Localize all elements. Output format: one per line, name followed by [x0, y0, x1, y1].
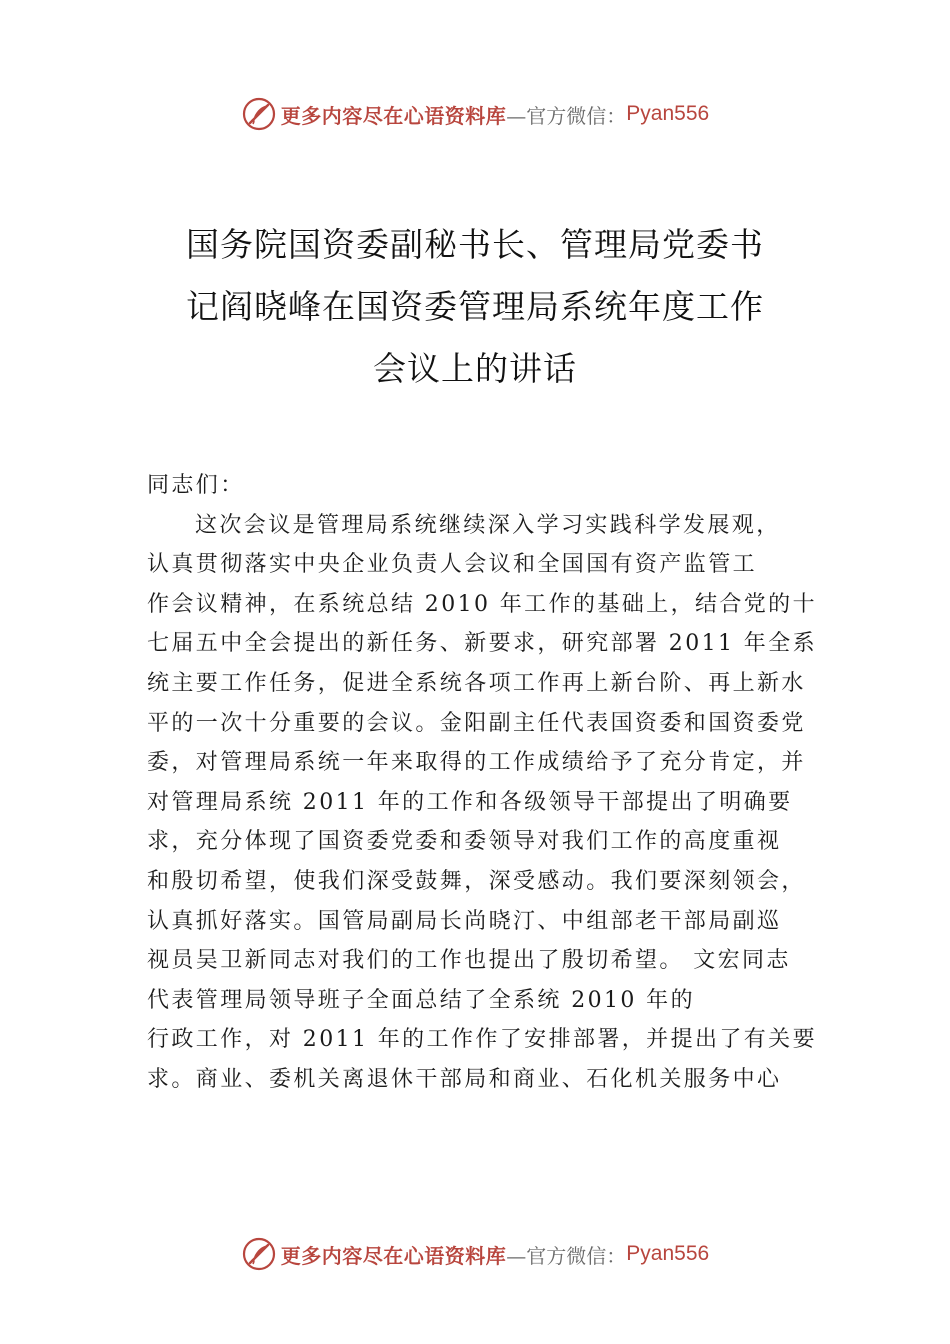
document-body [147, 466, 827, 1100]
body-line: 认真贯彻落实中央企业负责人会议和全国国有资产监管工 [147, 552, 758, 578]
body-line: 统主要工作任务，促进全系统各项工作再上新台阶、再上新水 [147, 670, 806, 696]
title-line: 记阎晓峰在国资委管理局系统年度工作 [186, 287, 764, 326]
watermark-main-text: 更多内容尽在心语资料库 [280, 1243, 507, 1268]
quill-pen-logo-icon [241, 1236, 277, 1272]
document-title [120, 214, 830, 400]
watermark-wechat-id: Pyan556 [626, 1242, 710, 1265]
watermark-sub-text: —官方微信： [506, 103, 627, 128]
body-line: 求，充分体现了国资委党委和委领导对我们工作的高度重视 [147, 829, 782, 855]
body-line: 认真抓好落实。国管局副局长尚晓汀、中组部老干部局副巡 [147, 908, 782, 934]
title-line: 会议上的讲话 [373, 349, 577, 388]
body-line: 求。商业、委机关离退休干部局和商业、石化机关服务中心 [147, 1066, 782, 1092]
body-line: 平的一次十分重要的会议。金阳副主任代表国资委和国资委党 [147, 710, 806, 736]
body-line: 作会议精神，在系统总结 2010 年工作的基础上，结合党的十 [147, 591, 817, 617]
watermark-main-text: 更多内容尽在心语资料库 [280, 103, 507, 128]
body-line: 行政工作，对 2011 年的工作作了安排部署，并提出了有关要 [147, 1027, 817, 1053]
body-line: 视员吴卫新同志对我们的工作也提出了殷切希望。 文宏同志 [147, 948, 791, 974]
watermark-sub-text: —官方微信： [506, 1243, 627, 1268]
title-line: 国务院国资委副秘书长、管理局党委书 [186, 225, 764, 264]
body-line: 委，对管理局系统一年来取得的工作成绩给予了充分肯定，并 [147, 750, 806, 776]
watermark-wechat-id: Pyan556 [626, 102, 710, 125]
body-line: 这次会议是管理局系统继续深入学习实践科学发展观， [195, 512, 781, 538]
quill-pen-logo-icon [241, 96, 277, 132]
body-line: 对管理局系统 2011 年的工作和各级领导干部提出了明确要 [147, 789, 793, 815]
body-line: 代表管理局领导班子全面总结了全系统 2010 年的 [147, 987, 695, 1013]
top-watermark-banner [0, 92, 950, 136]
bottom-watermark-banner [0, 1232, 950, 1276]
body-line: 七届五中全会提出的新任务、新要求，研究部署 2011 年全系 [147, 631, 817, 657]
salutation: 同志们： [147, 473, 245, 498]
body-line: 和殷切希望，使我们深受鼓舞，深受感动。我们要深刻领会， [147, 868, 806, 894]
